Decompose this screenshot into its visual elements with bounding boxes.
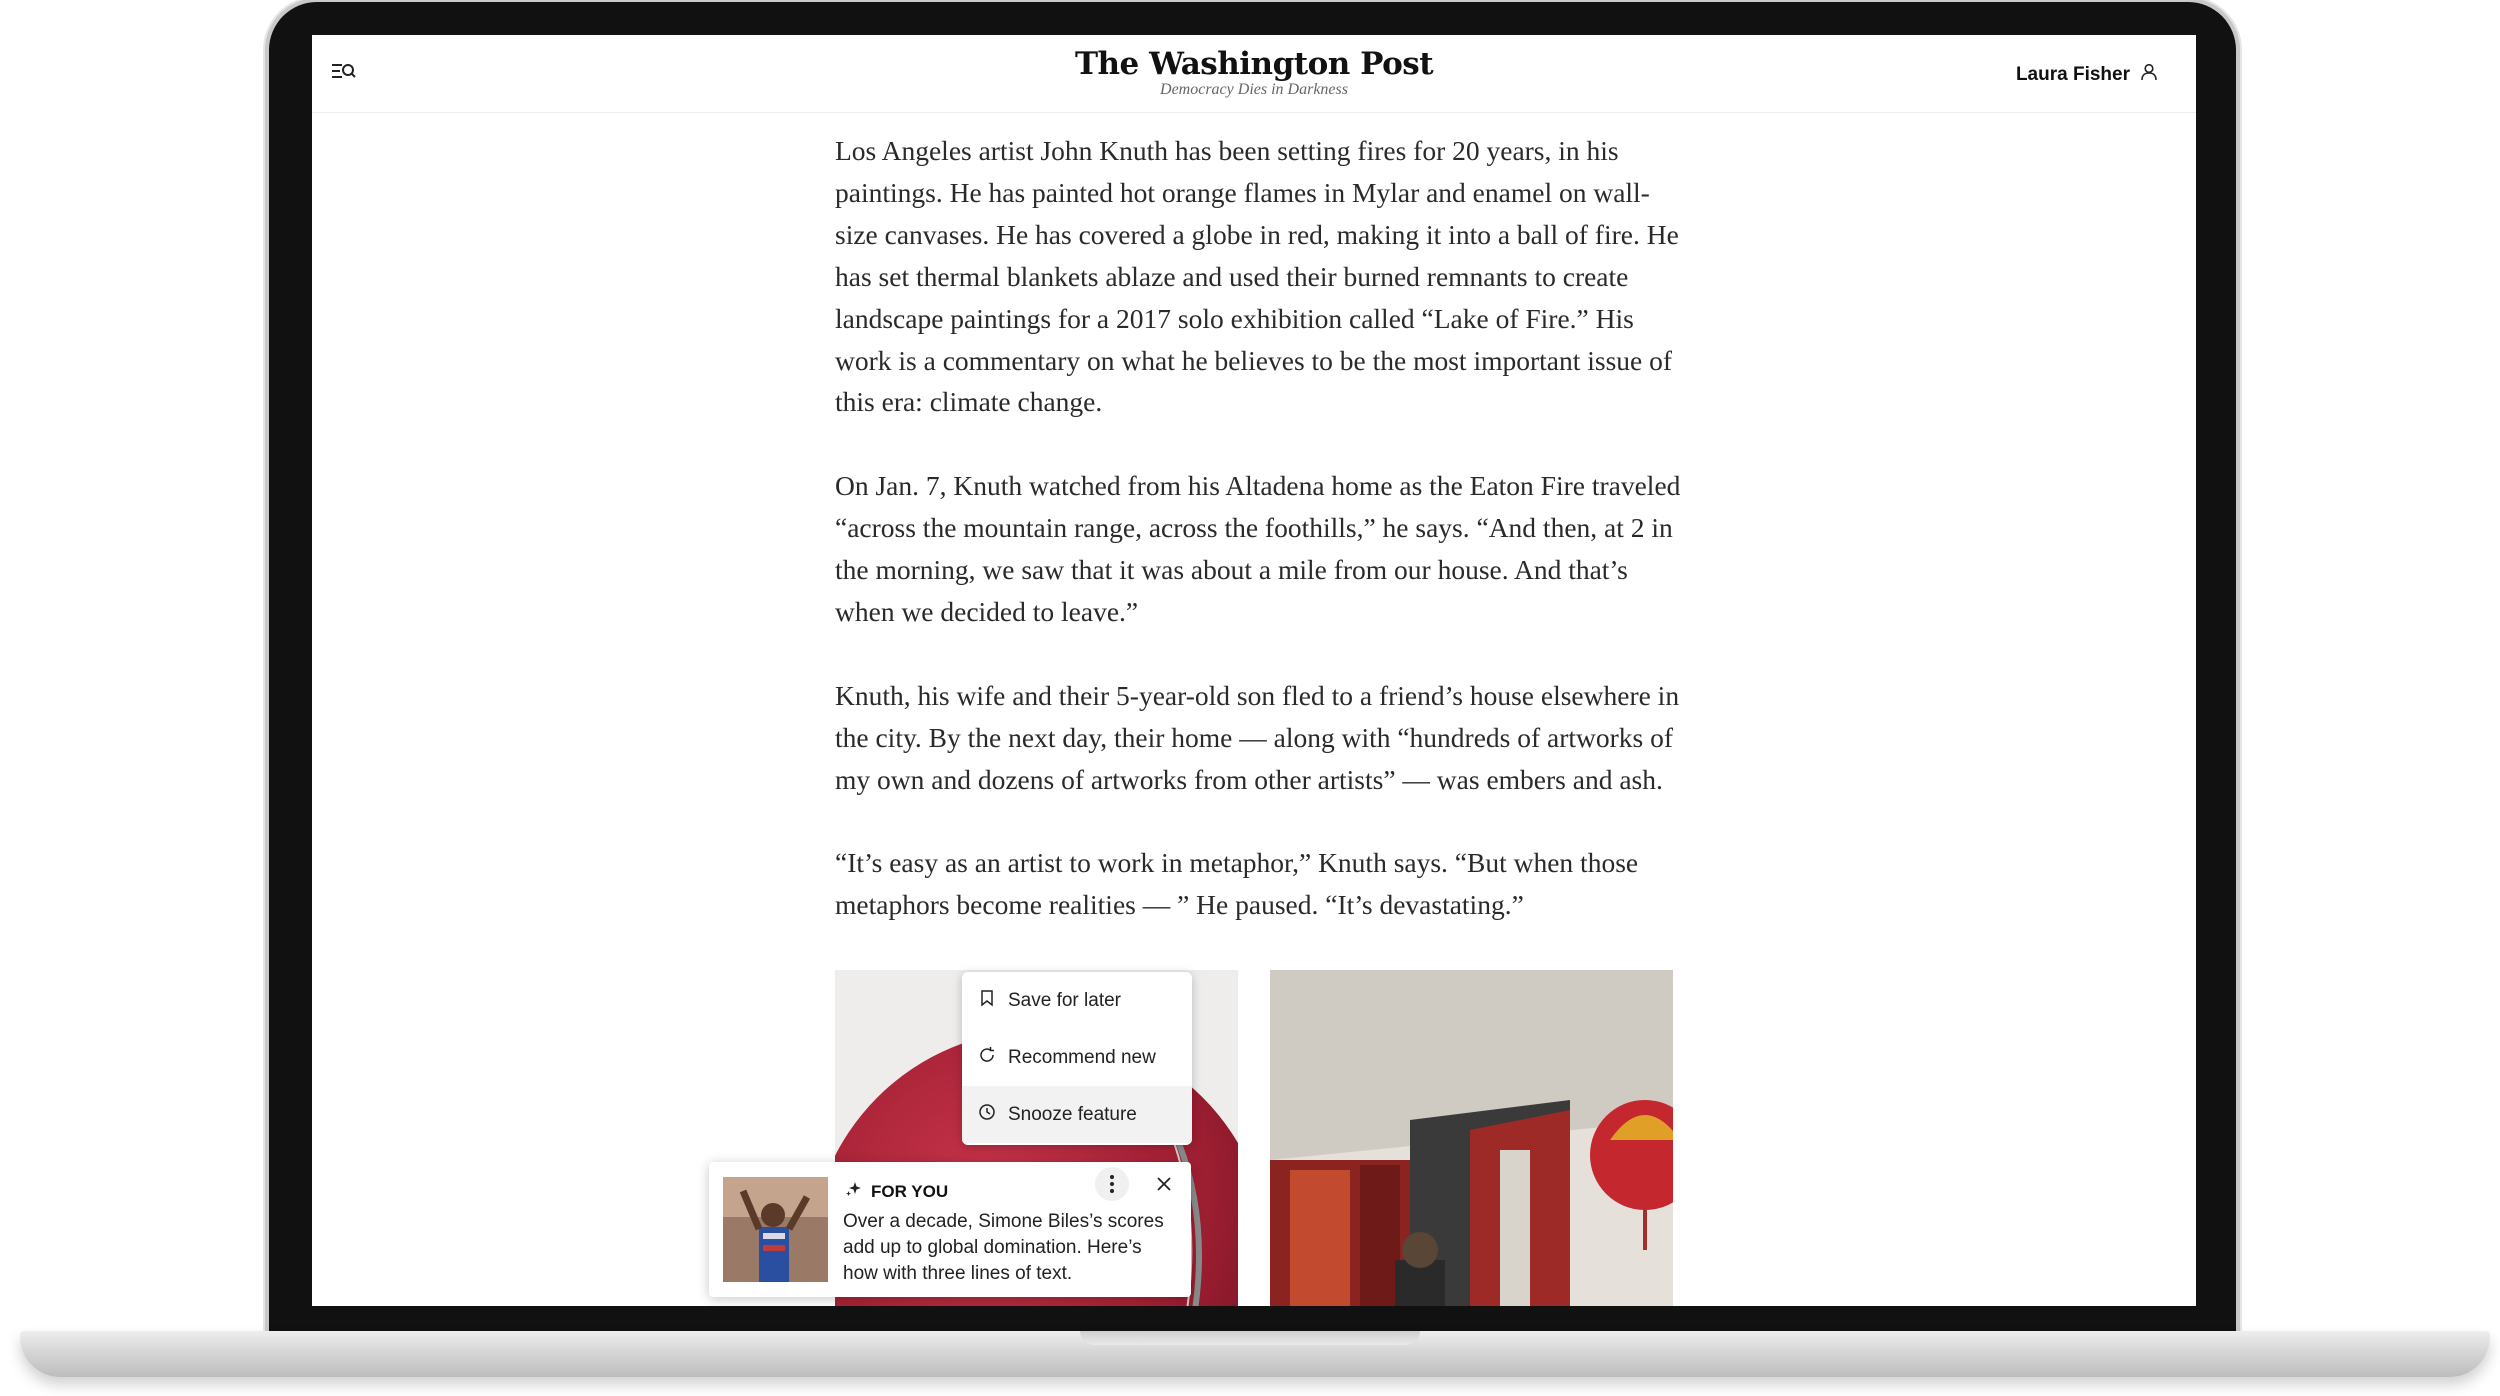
save-for-later-item[interactable] xyxy=(962,972,1192,1029)
more-options-button[interactable] xyxy=(1095,1167,1129,1201)
menu-item-label: Recommend new xyxy=(1008,1046,1156,1068)
clock-icon xyxy=(978,1103,996,1127)
site-header xyxy=(312,35,2196,113)
sparkle-icon xyxy=(845,1180,863,1203)
masthead[interactable] xyxy=(312,47,2196,99)
artist-gallery-photo xyxy=(1270,970,1673,1306)
laptop-notch xyxy=(1080,1331,1420,1345)
card-kicker xyxy=(845,1180,948,1203)
card-options-menu xyxy=(962,972,1192,1145)
recommend-new-item[interactable] xyxy=(962,1029,1192,1086)
article-paragraph: On Jan. 7, Knuth watched from his Altadena home as the Eaton Fire traveled “across the mountain range, across the foothills,” he says. “And then, at 2 in the morning, we saw that it was about a mile from our house. And that’s when we decided to leave.” xyxy=(835,470,1681,627)
user-account[interactable] xyxy=(2016,63,2158,86)
bookmark-icon xyxy=(978,989,996,1013)
article-paragraph: “It’s easy as an artist to work in metaphor,” Knuth says. “But when those metaphors become realities — ” He paused. “It’s devastating.” xyxy=(835,847,1639,921)
article-paragraph: Knuth, his wife and their 5-year-old son fled to a friend’s house elsewhere in the city. By the next day, their home — along with “hundreds of artworks of my own and dozens of artworks from other artists” — was embers and ash. xyxy=(835,679,1680,795)
refresh-icon xyxy=(978,1046,996,1070)
menu-item-label: Snooze feature xyxy=(1008,1103,1137,1125)
masthead-logo[interactable]: The Washington Post xyxy=(1074,46,1434,82)
for-you-card[interactable] xyxy=(709,1162,1191,1297)
close-icon[interactable] xyxy=(1155,1175,1173,1193)
article-paragraph: Los Angeles artist John Knuth has been setting fires for 20 years, in his paintings. He has painted hot orange flames in Mylar and enamel on wall-size canvases. He has covered a globe in red, making it into a ball of fire. He has set thermal blankets ablaze and used their burned remnants to create landscape paintings for a 2017 solo exhibition called “Lake of Fire.” His work is a commentary on what he believes to be the most important issue of this era: climate change. xyxy=(835,135,1679,418)
card-thumbnail[interactable] xyxy=(723,1177,828,1282)
card-headline[interactable]: Over a decade, Simone Biles’s scores add up to global domination. Here’s how with three lines of text. xyxy=(843,1211,1164,1284)
user-icon[interactable] xyxy=(2140,63,2158,86)
card-kicker-label: FOR YOU xyxy=(871,1181,949,1201)
article-body xyxy=(835,130,1685,968)
menu-item-label: Save for later xyxy=(1008,989,1121,1011)
browser-screen xyxy=(312,35,2196,1306)
user-name[interactable]: Laura Fisher xyxy=(2015,63,2130,85)
snooze-feature-item[interactable] xyxy=(962,1086,1192,1143)
masthead-tagline: Democracy Dies in Darkness xyxy=(1160,81,1348,98)
